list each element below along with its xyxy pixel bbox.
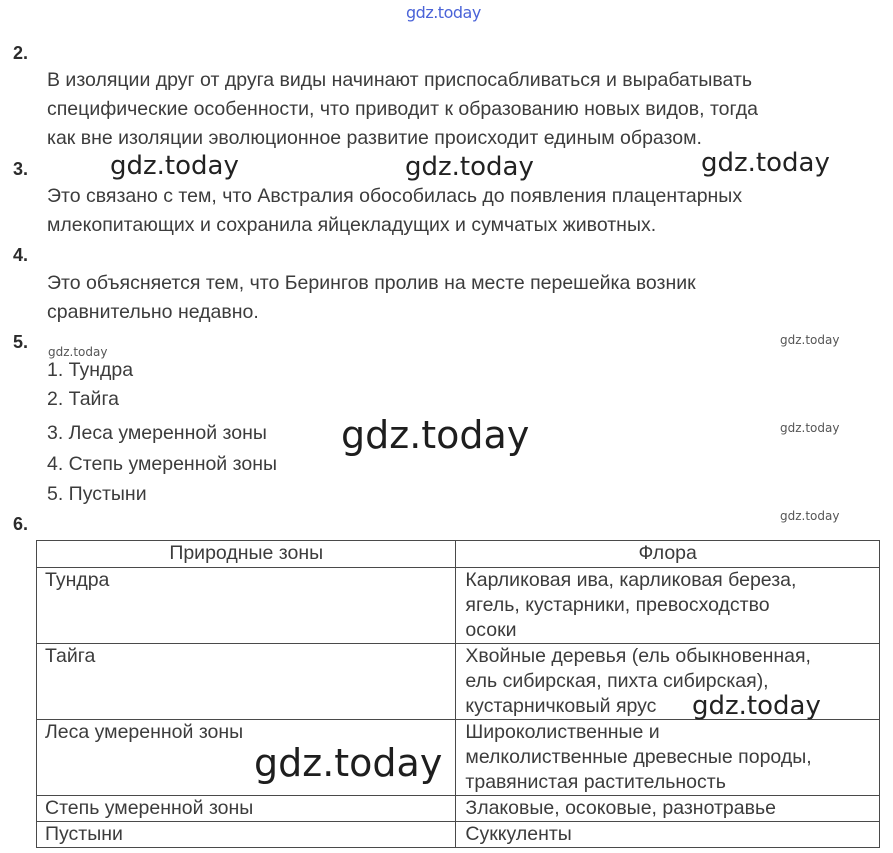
watermark: gdz.today bbox=[48, 345, 108, 359]
flora-line: Карликовая ива, карликовая береза, bbox=[465, 569, 797, 591]
column-header-zones: Природные зоны bbox=[37, 541, 456, 568]
answer-2-text bbox=[47, 66, 758, 153]
answer-3-line: Это связано с тем, что Австралия обособилась до появления плацентарных bbox=[47, 185, 743, 207]
table-row bbox=[37, 568, 880, 644]
answer-3-line: млекопитающих и сохранила яйцекладущих и сумчатых животных. bbox=[47, 214, 657, 236]
flora-line: ель сибирская, пихта сибирская), bbox=[465, 670, 769, 692]
watermark-top: gdz.today bbox=[406, 3, 481, 22]
answer-2-number: 2. bbox=[13, 43, 29, 63]
flora-cell bbox=[456, 720, 880, 796]
flora-line: Широколиственные и bbox=[465, 721, 660, 743]
answer-5-number: 5. bbox=[13, 332, 29, 352]
watermark: gdz.today bbox=[701, 148, 830, 178]
watermark: gdz.today bbox=[254, 741, 443, 785]
flora-line: Хвойные деревья (ель обыкновенная, bbox=[465, 645, 811, 667]
zone-cell: Степь умеренной зоны bbox=[37, 796, 456, 822]
flora-line: травянистая растительность bbox=[465, 771, 726, 793]
list-item: 4. Степь умеренной зоны bbox=[47, 453, 277, 475]
flora-cell bbox=[456, 568, 880, 644]
answer-2-line: В изоляции друг от друга виды начинают приспосабливаться и вырабатывать bbox=[47, 69, 753, 91]
answer-6-number: 6. bbox=[13, 514, 29, 534]
list-item: 2. Тайга bbox=[47, 388, 119, 410]
watermark: gdz.today bbox=[692, 691, 821, 721]
watermark: gdz.today bbox=[780, 509, 840, 523]
list-item: 3. Леса умеренной зоны bbox=[47, 422, 267, 444]
watermark: gdz.today bbox=[780, 333, 840, 347]
column-header-flora: Флора bbox=[456, 541, 880, 568]
answer-4-text bbox=[47, 269, 696, 327]
list-item: 1. Тундра bbox=[47, 359, 134, 381]
answer-3-text bbox=[47, 182, 742, 240]
table-row bbox=[37, 822, 880, 848]
watermark: gdz.today bbox=[110, 151, 239, 181]
table-header-row bbox=[37, 541, 880, 568]
flora-line: Злаковые, осоковые, разнотравье bbox=[465, 797, 776, 819]
answer-2-line: специфические особенности, что приводит к образованию новых видов, тогда bbox=[47, 98, 758, 120]
flora-line: осоки bbox=[465, 619, 517, 641]
flora-cell bbox=[456, 822, 880, 848]
flora-line: Суккуленты bbox=[465, 823, 572, 845]
watermark: gdz.today bbox=[780, 421, 840, 435]
flora-line: кустарничковый ярус bbox=[465, 695, 657, 717]
zone-cell: Тайга bbox=[37, 644, 456, 720]
list-item: 5. Пустыни bbox=[47, 483, 147, 505]
answer-4-line: Это объясняется тем, что Берингов пролив на месте перешейка возник bbox=[47, 272, 696, 294]
flora-line: ягель, кустарники, превосходство bbox=[465, 594, 770, 616]
answer-3-number: 3. bbox=[13, 159, 29, 179]
table-row bbox=[37, 796, 880, 822]
answer-4-line: сравнительно недавно. bbox=[47, 301, 259, 323]
flora-line: мелколиственные древесные породы, bbox=[465, 746, 812, 768]
table-row bbox=[37, 720, 880, 796]
zone-cell: Тундра bbox=[37, 568, 456, 644]
flora-cell bbox=[456, 796, 880, 822]
watermark: gdz.today bbox=[341, 413, 530, 457]
watermark: gdz.today bbox=[405, 152, 534, 182]
zone-cell: Пустыни bbox=[37, 822, 456, 848]
answer-2-line: как вне изоляции эволюционное развитие происходит единым образом. bbox=[47, 127, 702, 149]
zone-cell: Леса умеренной зоны bbox=[37, 720, 456, 796]
answer-4-number: 4. bbox=[13, 245, 29, 265]
